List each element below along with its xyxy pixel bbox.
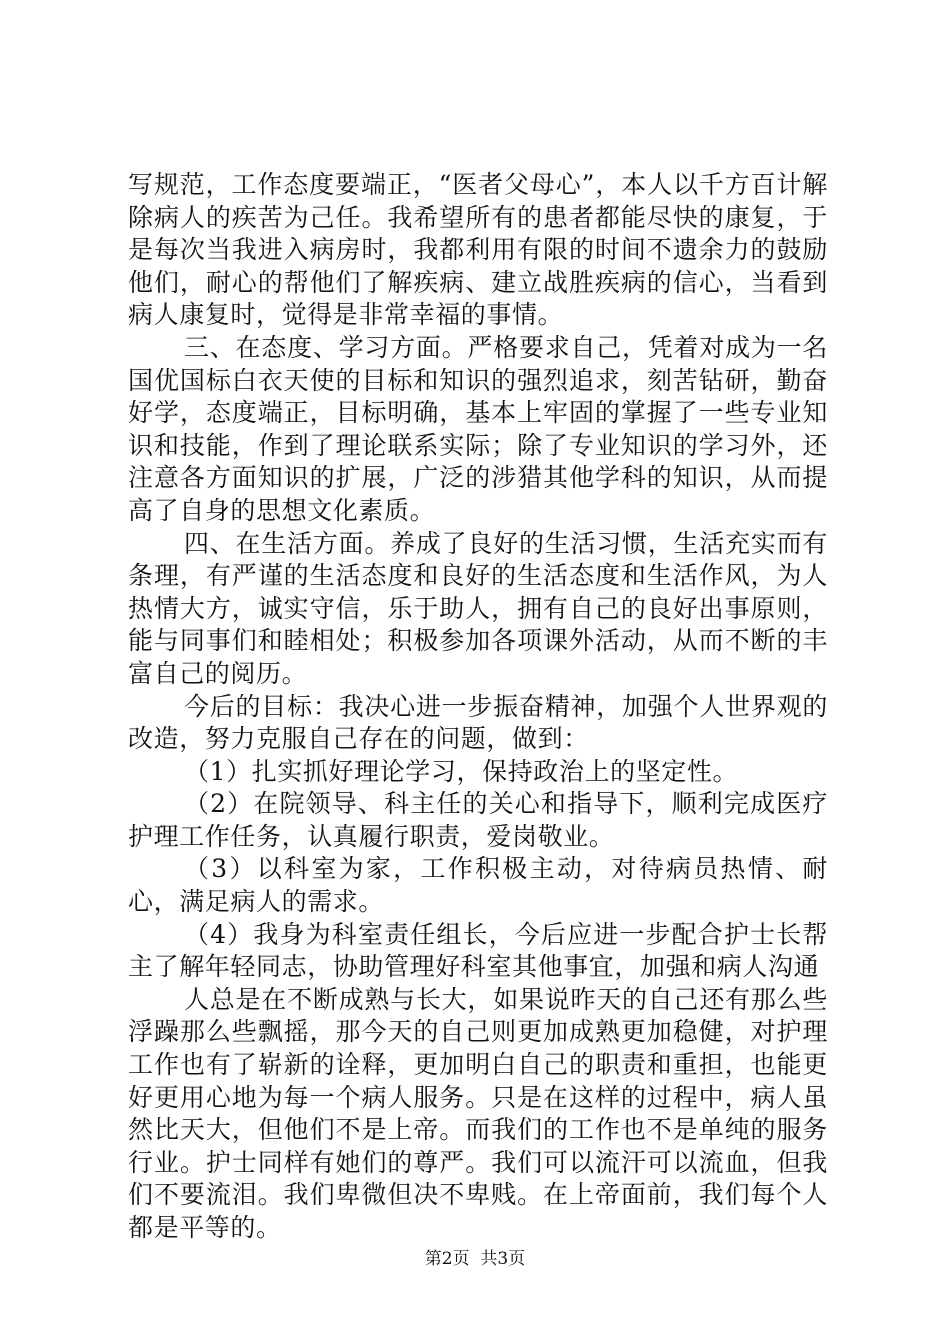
paragraph: 四、在生活方面。养成了良好的生活习惯，生活充实而有条理，有严谨的生活态度和良好的生活态度和生活作风，为人热情大方，诚实守信，乐于助人，拥有自己的良好出事原则，能与同事们和睦相处；积极参加各项课外活动，从而不断的丰富自己的阅历。 bbox=[128, 528, 828, 688]
paragraph: （3）以科室为家，工作积极主动，对待病员热情、耐心，满足病人的需求。 bbox=[128, 854, 828, 917]
paragraph: 写规范，工作态度要端正，“医者父母心”，本人以千方百计解除病人的疾苦为己任。我希望所有的患者都能尽快的康复，于是每次当我进入病房时，我都利用有限的时间不遗余力的鼓励他们，耐心的帮他们了解疾病、建立战胜疾病的信心，当看到病人康复时，觉得是非常幸福的事情。 bbox=[128, 170, 828, 330]
page-footer bbox=[0, 1244, 950, 1269]
body-text bbox=[128, 169, 828, 1245]
paragraph: （1）扎实抓好理论学习，保持政治上的坚定性。 bbox=[184, 756, 739, 786]
paragraph: （4）我身为科室责任组长，今后应进一步配合护士长帮主了解年轻同志，协助管理好科室其他事宜，加强和病人沟通 bbox=[128, 919, 828, 982]
paragraph: 三、在态度、学习方面。严格要求自己，凭着对成为一名国优国标白衣天使的目标和知识的强烈追求，刻苦钻研，勤奋好学，态度端正，目标明确，基本上牢固的掌握了一些专业知识和技能，作到了理论联系实际；除了专业知识的学习外，还注意各方面知识的扩展，广泛的涉猎其他学科的知识，从而提高了自身的思想文化素质。 bbox=[128, 332, 828, 525]
paragraph: 今后的目标：我决心进一步振奋精神，加强个人世界观的改造，努力克服自己存在的问题，做到： bbox=[128, 691, 828, 754]
paragraph: 人总是在不断成熟与长大，如果说昨天的自己还有那么些浮躁那么些飘摇，那今天的自己则更加成熟更加稳健，对护理工作也有了崭新的诠释，更加明白自己的职责和重担，也能更好更用心地为每一个病人服务。只是在这样的过程中，病人虽然比天大，但他们不是上帝。而我们的工作也不是单纯的服务行业。护士同样有她们的尊严。我们可以流汗可以流血，但我们不要流泪。我们卑微但决不卑贱。在上帝面前，我们每个人都是平等的。 bbox=[128, 984, 828, 1242]
page-number: 第2页 共3页 bbox=[424, 1249, 526, 1269]
paragraph: （2）在院领导、科主任的关心和指导下，顺利完成医疗护理工作任务，认真履行职责，爱岗敬业。 bbox=[128, 789, 828, 851]
